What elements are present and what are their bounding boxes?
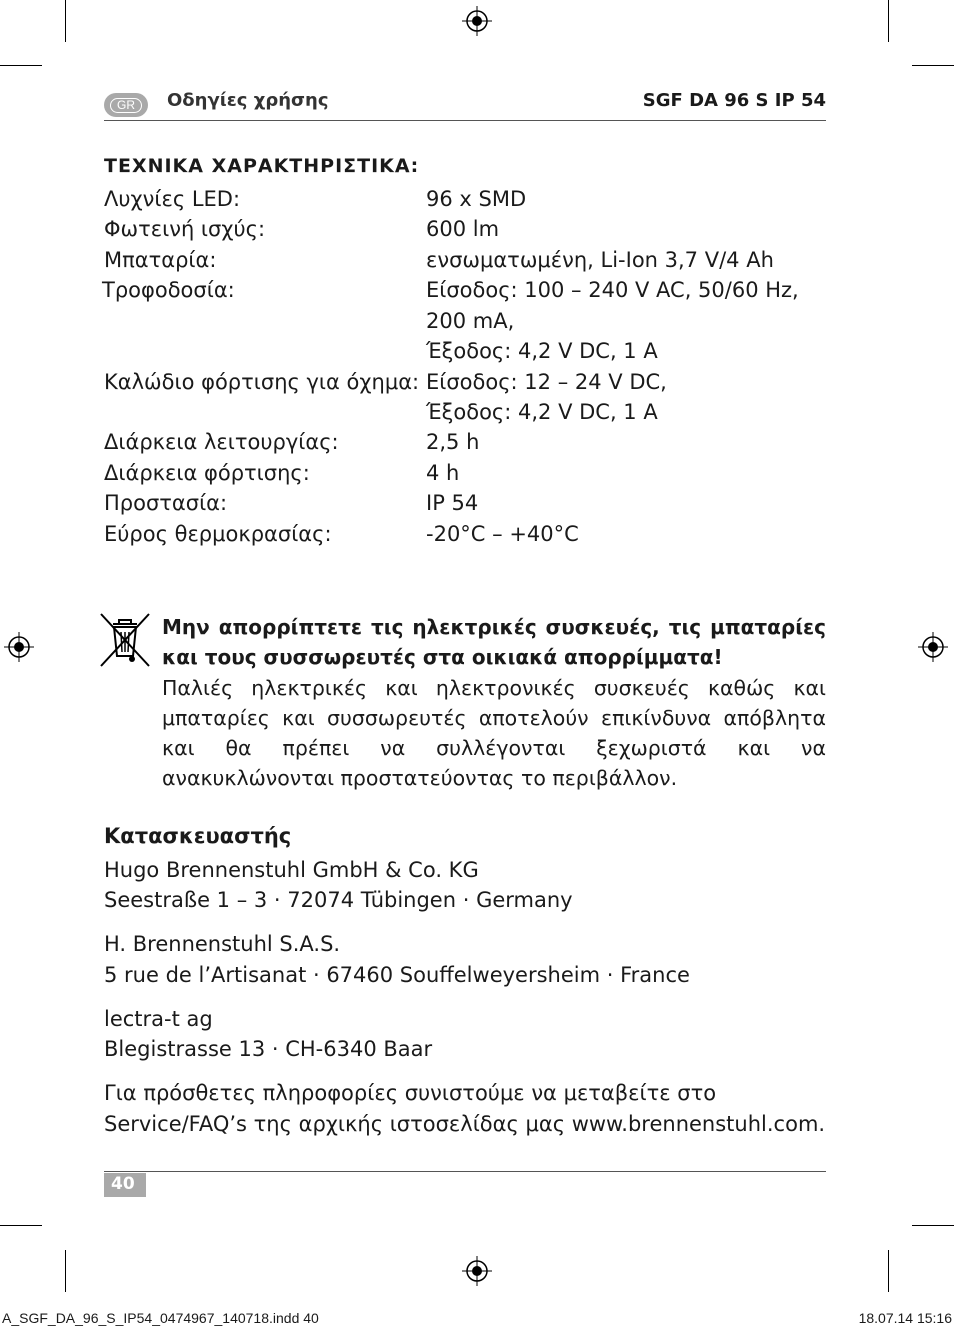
spec-value: Έξοδος: 4,2 V DC, 1 A xyxy=(426,400,658,424)
spec-label: Τροφοδοσία: xyxy=(102,278,235,302)
specs-heading: ΤΕΧΝΙΚΑ ΧΑΡΑΚΤΗΡΙΣΤΙΚΑ: xyxy=(104,155,420,177)
crop-mark xyxy=(0,65,42,66)
spec-value: 200 mA, xyxy=(426,309,515,333)
spec-label: Προστασία: xyxy=(104,491,228,515)
registration-mark-icon xyxy=(918,632,948,662)
address-line: H. Brennenstuhl S.A.S. xyxy=(104,932,341,956)
info-line: Service/FAQ’s της αρχικής ιστοσελίδας μας www.brennenstuhl.com. xyxy=(104,1112,826,1136)
crop-mark xyxy=(912,65,954,66)
manufacturer-title: Κατασκευαστής xyxy=(104,824,292,848)
registration-mark-icon xyxy=(462,1256,492,1286)
spec-value: Είσοδος: 100 – 240 V AC, 50/60 Hz, xyxy=(426,278,799,302)
spec-label: Εύρος θερμοκρασίας: xyxy=(104,522,332,546)
address-line: Blegistrasse 13 · CH-6340 Baar xyxy=(104,1037,433,1061)
crop-mark xyxy=(888,0,889,42)
address-line: lectra-t ag xyxy=(104,1007,213,1031)
crop-mark xyxy=(912,1225,954,1226)
print-slug-file: A_SGF_DA_96_S_IP54_0474967_140718.indd 40 xyxy=(2,1310,319,1326)
spec-value: IP 54 xyxy=(426,491,479,515)
spec-value: Έξοδος: 4,2 V DC, 1 A xyxy=(426,339,658,363)
footer-divider xyxy=(104,1171,826,1172)
spec-label: Μπαταρία: xyxy=(104,248,217,272)
disposal-body: Παλιές ηλεκτρικές και ηλεκτρονικές συσκευές καθώς και μπαταρίες και συσσωρευτές αποτελούν επικίνδυνα απόβλητα και θα πρέπει να συλλέγονται ξεχωριστά και να ανακυκλώνονται προστατεύοντας το περιβάλλον. xyxy=(162,676,826,790)
info-line: Για πρόσθετες πληροφορίες συνιστούμε να μεταβείτε στο xyxy=(104,1081,717,1105)
page-number-box xyxy=(104,1173,146,1197)
disposal-warning: Μην απορρίπτετε τις ηλεκτρικές συσκευές, τις μπαταρίες και τους συσσωρευτές στα οικιακά απορρίμματα! xyxy=(162,615,826,669)
spec-value: 600 lm xyxy=(426,217,500,241)
spec-value: 96 x SMD xyxy=(426,187,527,211)
registration-mark-icon xyxy=(462,6,492,36)
crop-mark xyxy=(0,1225,42,1226)
address-line: Hugo Brennenstuhl GmbH & Co. KG xyxy=(104,858,479,882)
spec-value: 4 h xyxy=(426,461,460,485)
crop-mark xyxy=(65,0,66,42)
language-badge xyxy=(104,93,148,117)
crossed-out-wheelie-bin-icon xyxy=(99,612,151,668)
spec-label: Διάρκεια λειτουργίας: xyxy=(104,430,339,454)
spec-value: 2,5 h xyxy=(426,430,480,454)
registration-mark-icon xyxy=(4,632,34,662)
spec-value: Είσοδος: 12 – 24 V DC, xyxy=(426,370,667,394)
address-line: Seestraße 1 – 3 · 72074 Tübingen · Germany xyxy=(104,888,573,912)
spec-label: Καλώδιο φόρτισης για όχημα: xyxy=(104,370,420,394)
crop-mark xyxy=(65,1250,66,1292)
spec-label: Λυχνίες LED: xyxy=(104,187,241,211)
spec-label: Φωτεινή ισχύς: xyxy=(104,217,266,241)
spec-label: Διάρκεια φόρτισης: xyxy=(104,461,310,485)
address-line: 5 rue de l’Artisanat · 67460 Souffelweyersheim · France xyxy=(104,963,690,987)
document-title: Οδηγίες χρήσης xyxy=(167,90,329,111)
page-number: 40 xyxy=(111,1174,135,1194)
print-slug-date: 18.07.14 15:16 xyxy=(858,1310,952,1326)
header-divider xyxy=(104,120,826,121)
crop-mark xyxy=(888,1250,889,1292)
model-name: SGF DA 96 S IP 54 xyxy=(642,90,826,111)
language-badge-label: GR xyxy=(110,98,142,113)
spec-value: -20°C – +40°C xyxy=(426,522,579,546)
spec-value: ενσωματωμένη, Li-Ion 3,7 V/4 Ah xyxy=(426,248,774,272)
